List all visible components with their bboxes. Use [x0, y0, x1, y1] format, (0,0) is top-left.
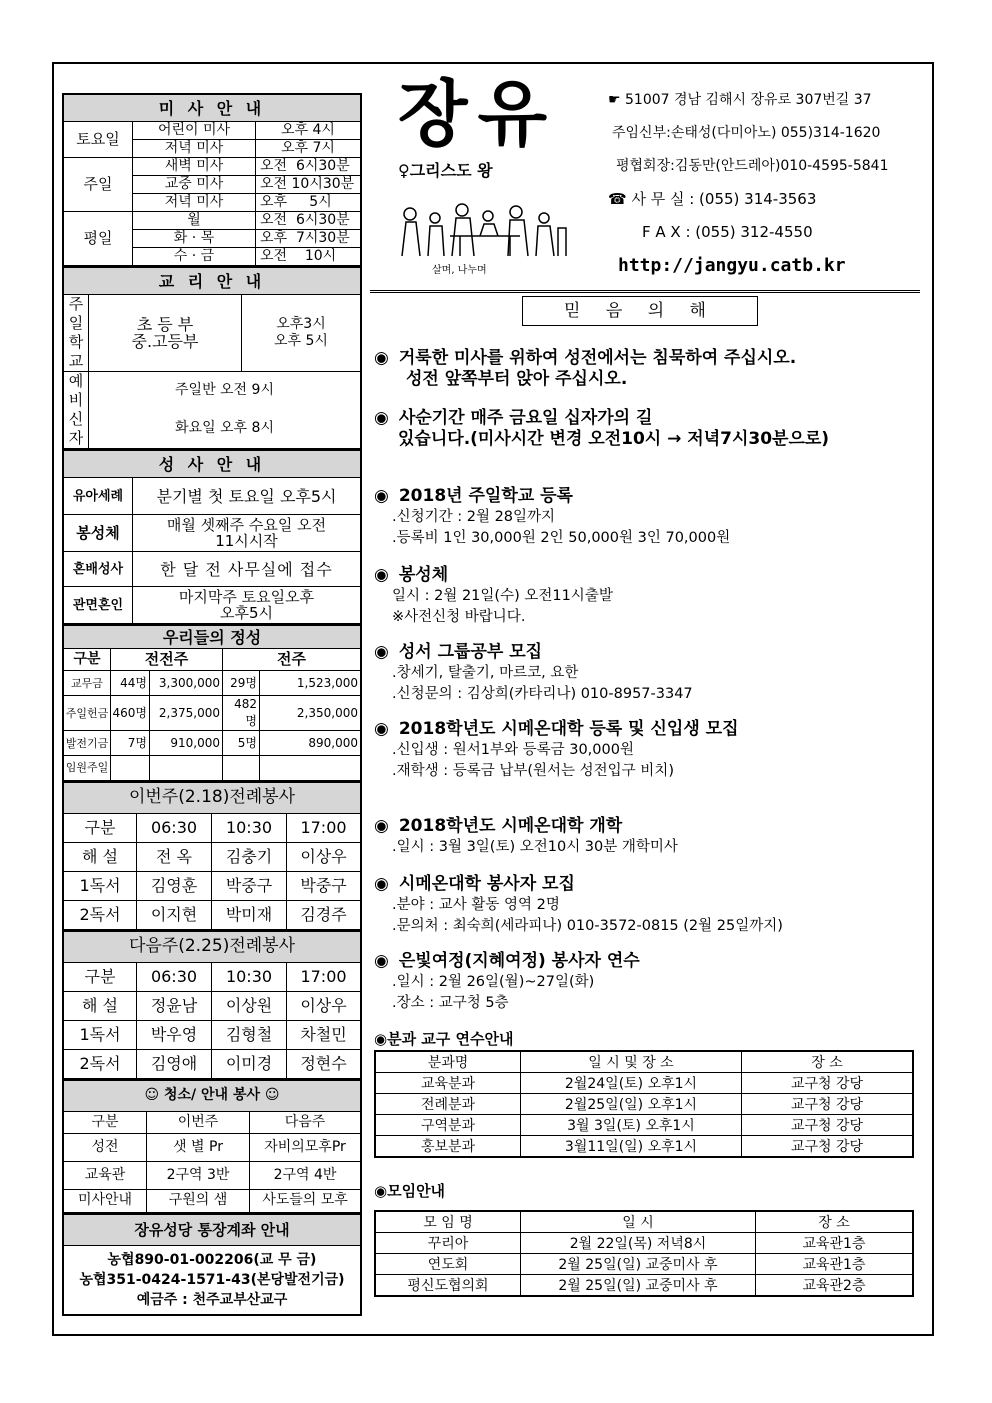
- liturgy-person: 이상원: [212, 991, 287, 1020]
- school-time: 오후3시: [242, 295, 362, 334]
- liturgy-role: 해 설: [63, 991, 137, 1020]
- liturgy-header: 구분: [63, 962, 137, 991]
- offering-amount: [150, 756, 223, 781]
- training-cell: 구역분과: [375, 1115, 521, 1136]
- contact-info: [608, 84, 889, 282]
- news-item: [374, 408, 829, 450]
- meeting-cell: 교육관2층: [756, 1275, 914, 1297]
- bullet-icon: ◉: [374, 642, 389, 662]
- training-header: 장 소: [742, 1051, 914, 1073]
- offering-count: 29명: [223, 671, 260, 696]
- mass-name: 새벽 미사: [133, 158, 256, 176]
- meeting-cell: 2월 25일(일) 교중미사 후: [521, 1254, 756, 1275]
- training-cell: 교구청 강당: [742, 1136, 914, 1158]
- sacrament-label: 관면혼인: [63, 587, 133, 625]
- mass-time: 오전 10시30분: [256, 176, 362, 194]
- bullet-icon: ◉: [374, 348, 389, 368]
- mass-time: 오후 7시30분: [256, 230, 362, 248]
- meeting-header: 장 소: [756, 1211, 914, 1233]
- news-head: 봉성체: [398, 565, 449, 585]
- cate-label: 예비신자: [63, 372, 89, 450]
- news-item: [374, 565, 613, 628]
- account-line: 예금주 : 천주교부산교구: [136, 1292, 288, 1308]
- offering-table: [62, 625, 362, 782]
- school-label: 주일학교: [63, 295, 89, 372]
- news-head: 시메온대학 봉사자 모집: [398, 874, 575, 894]
- offering-amount: 3,300,000: [150, 671, 223, 696]
- bullet-icon: ◉: [374, 565, 389, 585]
- news-title: 믿 음 의 해: [522, 296, 758, 326]
- bullet-icon: ◉: [374, 486, 389, 506]
- parish-subtitle: ♀그리스도 왕: [398, 161, 493, 180]
- account-title: 장유성당 통장계좌 안내: [63, 1215, 361, 1246]
- account-line: 농협890-01-002206(교 무 금): [107, 1252, 317, 1268]
- news-item: [374, 642, 693, 705]
- meeting-cell: 연도회: [375, 1254, 521, 1275]
- cleaning-place: 교육관: [63, 1161, 147, 1189]
- liturgy-next-title: 다음주(2.25)전례봉사: [63, 931, 361, 962]
- training-cell: 교구청 강당: [742, 1073, 914, 1094]
- news-line: 일시 : 2월 21일(수) 오전11시출발: [392, 588, 613, 604]
- cleaning-header: 구분: [63, 1111, 147, 1133]
- mass-day: 주일: [63, 158, 133, 212]
- news-head: 성서 그룹공부 모집: [398, 642, 543, 662]
- liturgy-person: 김영애: [137, 1049, 212, 1079]
- cleaning-place: 성전: [63, 1133, 147, 1161]
- offering-label: 교무금: [63, 671, 111, 696]
- news-line: .재학생 : 등록금 납부(원서는 성전입구 비치): [392, 763, 674, 779]
- liturgy-header: 06:30: [137, 813, 212, 842]
- sacrament-text: 마지막주 토요일오후 오후5시: [133, 587, 362, 625]
- bullet-icon: ◉: [374, 951, 389, 971]
- mass-name: 월: [133, 212, 256, 230]
- mass-day: 평일: [63, 212, 133, 267]
- website-link[interactable]: http://jangyu.catb.kr: [618, 255, 846, 276]
- offering-count: 460명: [111, 696, 150, 731]
- bullet-icon: ◉: [374, 816, 389, 836]
- sacrament-text: 한 달 전 사무실에 접수: [133, 552, 362, 587]
- cleaning-group: 구원의 샘: [147, 1189, 250, 1213]
- liturgy-person: 박우영: [137, 1020, 212, 1049]
- meeting-cell: 2월 25일(일) 교중미사 후: [521, 1275, 756, 1297]
- offering-label: 주일헌금: [63, 696, 111, 731]
- news-line: .일시 : 3월 3일(토) 오전10시 30분 개학미사: [392, 839, 678, 855]
- offering-label: 발전기금: [63, 731, 111, 756]
- hand-pointer-icon: ☛: [608, 92, 626, 108]
- mass-name: 화 · 목: [133, 230, 256, 248]
- school-name: 초 등 부: [89, 295, 242, 334]
- news-item: [374, 486, 730, 549]
- news-item: [374, 348, 796, 390]
- mass-title: 미 사 안 내: [63, 94, 361, 122]
- offering-header: 구분: [63, 649, 111, 671]
- training-cell: 3월 3일(토) 오후1시: [521, 1115, 742, 1136]
- mass-time: 오후 5시: [256, 194, 362, 212]
- liturgy-role: 해 설: [63, 842, 137, 871]
- liturgy-header: 17:00: [287, 813, 362, 842]
- sacrament-table: [62, 450, 362, 625]
- news-item: [374, 874, 783, 937]
- mass-name: 어린이 미사: [133, 122, 256, 140]
- bullet-icon: ◉: [374, 874, 389, 894]
- offering-count: 44명: [111, 671, 150, 696]
- news-line: .신청문의 : 김상희(카타리나) 010-8957-3347: [392, 686, 693, 702]
- news-line: 있습니다.(미사시간 변경 오전10시 → 저녁7시30분으로): [398, 429, 830, 449]
- parish-title: 장유: [398, 71, 558, 156]
- sacrament-label: 혼배성사: [63, 552, 133, 587]
- mass-name: 수 · 금: [133, 248, 256, 267]
- priest: 주임신부:손태성(다미아노) 055)314-1620: [612, 125, 881, 141]
- news-head: 거룩한 미사를 위하여 성전에서는 침묵하여 주십시오.: [398, 348, 797, 368]
- mass-name: 저녁 미사: [133, 140, 256, 158]
- liturgy-person: 이상우: [287, 842, 362, 871]
- news-head: 2018학년도 시메온대학 개학: [398, 816, 623, 836]
- meeting-table: [374, 1210, 914, 1297]
- offering-amount: 2,375,000: [150, 696, 223, 731]
- meeting-cell: 교육관1층: [756, 1233, 914, 1254]
- cleaning-group: 자비의모후Pr: [250, 1133, 362, 1161]
- sacrament-title: 성 사 안 내: [63, 451, 361, 478]
- mass-time: 오전 10시: [256, 248, 362, 267]
- meeting-title: ◉모임안내: [374, 1182, 446, 1200]
- liturgy-person: 이지현: [137, 900, 212, 930]
- news-line: .등록비 1인 30,000원 2인 50,000원 3인 70,000원: [392, 530, 731, 546]
- cleaning-header: 이번주: [147, 1111, 250, 1133]
- offering-amount: 910,000: [150, 731, 223, 756]
- offering-count: 5명: [223, 731, 260, 756]
- liturgy-person: 차철민: [287, 1020, 362, 1049]
- address: 51007 경남 김해시 장유로 307번길 37: [625, 92, 872, 108]
- cleaning-group: 사도들의 모후: [250, 1189, 362, 1213]
- liturgy-role: 2독서: [63, 1049, 137, 1079]
- mass-time: 오후 7시: [256, 140, 362, 158]
- training-cell: 전례분과: [375, 1094, 521, 1115]
- account-table: [62, 1214, 362, 1316]
- masthead: [370, 70, 920, 285]
- liturgy-this-title: 이번주(2.18)전례봉사: [63, 782, 361, 813]
- news-line: .일시 : 2월 26일(월)~27일(화): [392, 974, 595, 990]
- training-cell: 교구청 강당: [742, 1115, 914, 1136]
- liturgy-person: 전 옥: [137, 842, 212, 871]
- doctrine-table: [62, 267, 362, 450]
- cleaning-group: 2구역 3반: [147, 1161, 250, 1189]
- sacrament-text: 분기별 첫 토요일 오후5시: [133, 478, 362, 515]
- header-rule: [370, 290, 920, 293]
- news-head: 2018학년도 시메온대학 등록 및 신입생 모집: [398, 719, 739, 739]
- training-cell: 2월25일(일) 오후1시: [521, 1094, 742, 1115]
- news-line: ※사전신청 바랍니다.: [392, 609, 526, 625]
- training-header: 분과명: [375, 1051, 521, 1073]
- mass-name: 저녁 미사: [133, 194, 256, 212]
- school-name: 중.고등부: [89, 333, 242, 372]
- phone-icon: ☎: [608, 190, 632, 208]
- offering-count: 482명: [223, 696, 260, 731]
- sacrament-label: 유아세례: [63, 478, 133, 515]
- illustration-caption: 살며, 나누며: [432, 265, 487, 276]
- news-head: 사순기간 매주 금요일 십자가의 길: [398, 408, 653, 428]
- offering-amount: 2,350,000: [260, 696, 362, 731]
- news-line: 성전 앞쪽부터 앉아 주십시오.: [406, 369, 628, 389]
- liturgy-header: 17:00: [287, 962, 362, 991]
- cate-time: 화요일 오후 8시: [89, 410, 362, 449]
- account-line: 농협351-0424-1571-43(본당발전기금): [79, 1272, 345, 1288]
- liturgy-person: 이미경: [212, 1049, 287, 1079]
- mass-table: [62, 93, 362, 267]
- mass-time: 오전 6시30분: [256, 212, 362, 230]
- cate-time: 주일반 오전 9시: [89, 372, 362, 410]
- offering-amount: 1,523,000: [260, 671, 362, 696]
- fax: F A X : (055) 312-4550: [642, 223, 813, 241]
- offering-header: 전주: [223, 649, 362, 671]
- offering-count: 7명: [111, 731, 150, 756]
- news-item: [374, 816, 678, 858]
- office-phone: 사 무 실 : (055) 314-3563: [631, 190, 817, 208]
- liturgy-person: 박미재: [212, 900, 287, 930]
- training-cell: 교육분과: [375, 1073, 521, 1094]
- offering-amount: [260, 756, 362, 781]
- training-cell: 홍보분과: [375, 1136, 521, 1158]
- meeting-header: 모 임 명: [375, 1211, 521, 1233]
- meeting-header: 일 시: [521, 1211, 756, 1233]
- news-line: .문의처 : 최숙희(세라피나) 010-3572-0815 (2월 25일까지): [392, 918, 783, 934]
- mass-time: 오후 4시: [256, 122, 362, 140]
- training-table: [374, 1050, 914, 1158]
- school-time: 오후 5시: [242, 333, 362, 372]
- bullet-icon: ◉: [374, 408, 389, 428]
- training-cell: 2월24일(토) 오후1시: [521, 1073, 742, 1094]
- meeting-cell: 꾸리아: [375, 1233, 521, 1254]
- news-item: [374, 719, 739, 782]
- bullet-icon: ◉: [374, 719, 389, 739]
- training-cell: 3월11일(일) 오후1시: [521, 1136, 742, 1158]
- liturgy-this-table: [62, 782, 362, 931]
- offering-count: [223, 756, 260, 781]
- liturgy-person: 김형철: [212, 1020, 287, 1049]
- cleaning-place: 미사안내: [63, 1189, 147, 1213]
- sacrament-label: 봉성체: [63, 515, 133, 552]
- offering-label: 임원주일: [63, 756, 111, 781]
- cleaning-table: [62, 1080, 362, 1215]
- liturgy-role: 2독서: [63, 900, 137, 930]
- news-item: [374, 951, 640, 1014]
- account-lines: [63, 1246, 361, 1316]
- liturgy-header: 구분: [63, 813, 137, 842]
- liturgy-header: 10:30: [212, 962, 287, 991]
- offering-header: 전전주: [111, 649, 223, 671]
- council-president: 평협회장:김동만(안드레아)010-4595-5841: [616, 158, 889, 174]
- news-head: 2018년 주일학교 등록: [398, 486, 573, 506]
- training-cell: 교구청 강당: [742, 1094, 914, 1115]
- meeting-cell: 교육관1층: [756, 1254, 914, 1275]
- training-header: 일 시 및 장 소: [521, 1051, 742, 1073]
- mass-time: 오전 6시30분: [256, 158, 362, 176]
- news-head: 은빛여정(지혜여정) 봉사자 연수: [398, 951, 640, 971]
- liturgy-person: 박중구: [287, 871, 362, 900]
- news-line: .창세기, 탈출기, 마르코, 요한: [392, 665, 579, 681]
- offering-title: 우리들의 정성: [63, 626, 361, 649]
- training-title: ◉분과 교구 연수안내: [374, 1030, 514, 1048]
- liturgy-person: 정현수: [287, 1049, 362, 1079]
- mass-day: 토요일: [63, 122, 133, 158]
- liturgy-header: 10:30: [212, 813, 287, 842]
- left-column: [62, 93, 362, 1316]
- sacrament-text: 매월 셋째주 수요일 오전11시시작: [133, 515, 362, 552]
- doctrine-title: 교 리 안 내: [63, 268, 361, 295]
- cleaning-group: 샛 별 Pr: [147, 1133, 250, 1161]
- liturgy-person: 김경주: [287, 900, 362, 930]
- liturgy-person: 김충기: [212, 842, 287, 871]
- liturgy-person: 박중구: [212, 871, 287, 900]
- liturgy-header: 06:30: [137, 962, 212, 991]
- liturgy-role: 1독서: [63, 871, 137, 900]
- liturgy-next-table: [62, 931, 362, 1080]
- offering-amount: 890,000: [260, 731, 362, 756]
- cleaning-title: ☺ 청소/ 안내 봉사 ☺: [63, 1080, 361, 1111]
- meeting-cell: 2월 22일(목) 저녁8시: [521, 1233, 756, 1254]
- cleaning-group: 2구역 4반: [250, 1161, 362, 1189]
- news-line: .신입생 : 원서1부와 등록금 30,000원: [392, 742, 634, 758]
- meeting-cell: 평신도협의회: [375, 1275, 521, 1297]
- news-line: .장소 : 교구청 5층: [392, 995, 509, 1011]
- liturgy-person: 이상우: [287, 991, 362, 1020]
- cleaning-header: 다음주: [250, 1111, 362, 1133]
- news-line: .분야 : 교사 활동 영역 2명: [392, 897, 560, 913]
- news-line: .신청기간 : 2월 28일까지: [392, 509, 556, 525]
- liturgy-person: 정윤남: [137, 991, 212, 1020]
- liturgy-role: 1독서: [63, 1020, 137, 1049]
- mass-name: 교중 미사: [133, 176, 256, 194]
- liturgy-person: 김영훈: [137, 871, 212, 900]
- parish-illustration: [390, 198, 570, 260]
- offering-count: [111, 756, 150, 781]
